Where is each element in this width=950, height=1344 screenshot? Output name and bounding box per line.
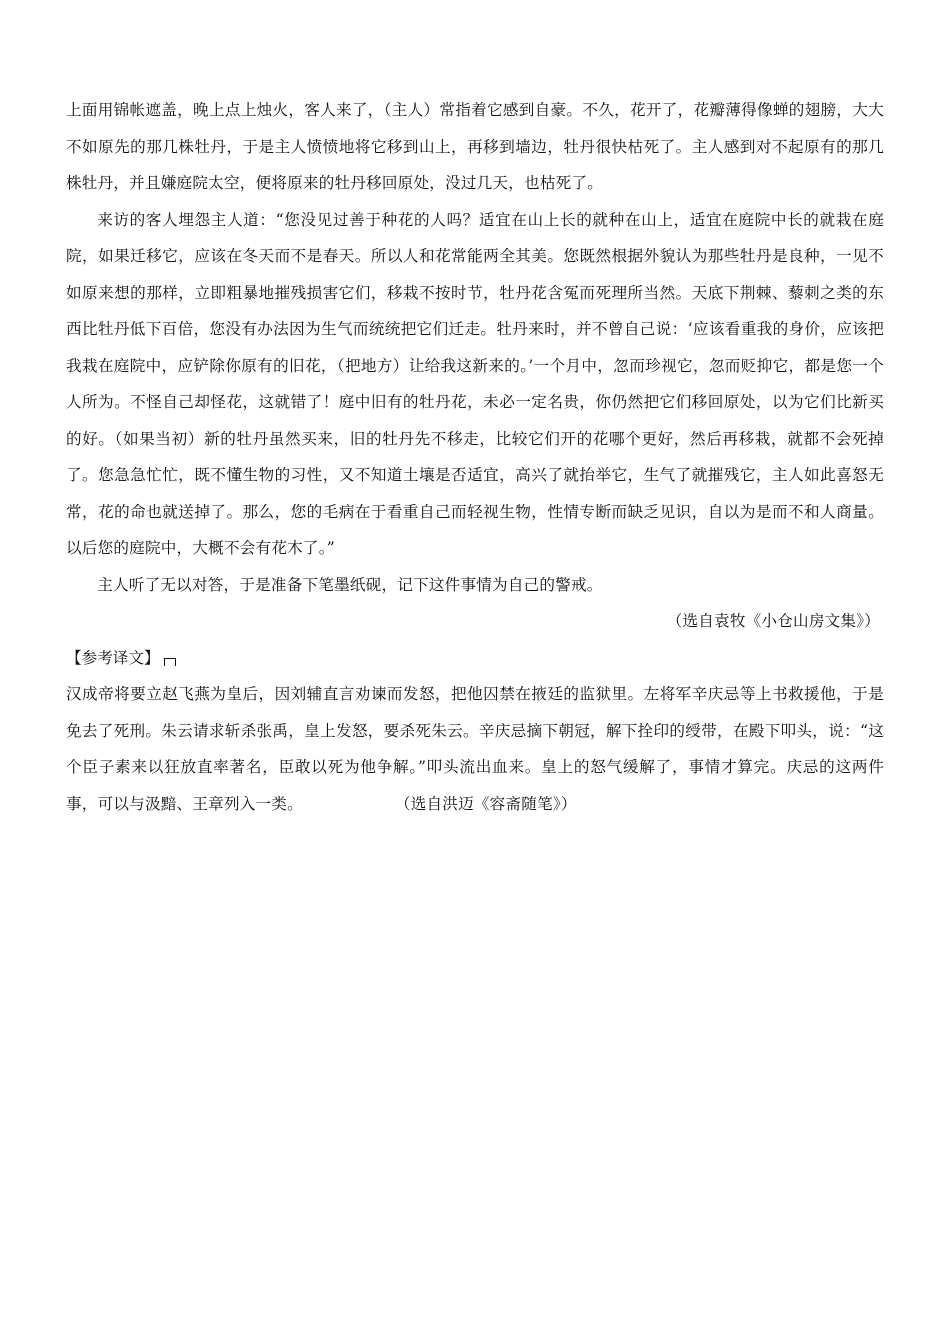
reference-text: 汉成帝将要立赵飞燕为皇后，因刘辅直言劝谏而发怒，把他囚禁在掖廷的监狱里。左将军辛庆忌等上书救援他，于是免去了死刑。朱云请求斩杀张禹，皇上发怒，要杀死朱云。辛庆忌摘下朝冠，解下拴印的绶带，在殿下叩头，说：“这个臣子素来以狂放直率著名，臣敢以死为他争解。”叩头流出血来。皇上的怒气缓解了，事情才算完。庆忌的这两件事，可以与汲黯、王章列入一类。 (66, 685, 884, 813)
reference-source: （选自洪迈《容斋随笔》） (394, 794, 577, 813)
essay-source: （选自袁牧《小仓山房文集》） (666, 612, 880, 630)
document-page (66, 92, 884, 822)
essay-paragraph-3: 主人听了无以对答，于是准备下笔墨纸砚，记下这件事情为自己的警戒。 (97, 575, 603, 594)
reference-label: 【参考译文】 (66, 648, 160, 667)
reference-section-heading (66, 640, 884, 677)
bracket-mark-icon (164, 658, 176, 666)
reference-translation (66, 676, 884, 822)
essay-paragraph-1: 上面用锦帐遮盖，晚上点上烛火，客人来了，（主人）常指着它感到自豪。不久，花开了，花瓣薄得像蝉的翅膀，大大不如原先的那几株牡丹，于是主人愤愤地将它移到山上，再移到墙边，牡丹很快枯死了。主人感到对不起原有的那几株牡丹，并且嫌庭院太空，便将原来的牡丹移回原处，没过几天，也枯死了。 (66, 101, 884, 192)
essay-paragraph-2: 来访的客人埋怨主人道：“您没见过善于种花的人吗？适宜在山上长的就种在山上，适宜在庭院中长的就栽在庭院，如果迁移它，应该在冬天而不是春天。所以人和花常能两全其美。您既然根据外貌认为那些牡丹是良种，一见不如原来想的那样，立即粗暴地摧残损害它们，移栽不按时节，牡丹花含冤而死理所当然。天底下荆棘、藜刺之类的东西比牡丹低下百倍，您没有办法因为生气而统统把它们迁走。牡丹来时，并不曾自己说：‘应该看重我的身价，应该把我栽在庭院中，应铲除你原有的旧花，（把地方）让给我这新来的。’一个月中，忽而珍视它，忽而贬抑它，都是您一个人所为。不怪自己却怪花，这就错了！庭中旧有的牡丹花，未必一定名贵，你仍然把它们移回原处，以为它们比新买的好。（如果当初）新的牡丹虽然买来，旧的牡丹先不移走，比较它们开的花哪个更好，然后再移栽，就都不会死掉了。您急急忙忙，既不懂生物的习性，又不知道土壤是否适宜，高兴了就抬举它，生气了就摧残它，主人如此喜怒无常，花的命也就送掉了。那么，您的毛病在于看重自己而轻视生物，性情专断而缺乏见识，自以为是而不和人商量。以后您的庭院中，大概不会有花木了。” (66, 210, 884, 557)
